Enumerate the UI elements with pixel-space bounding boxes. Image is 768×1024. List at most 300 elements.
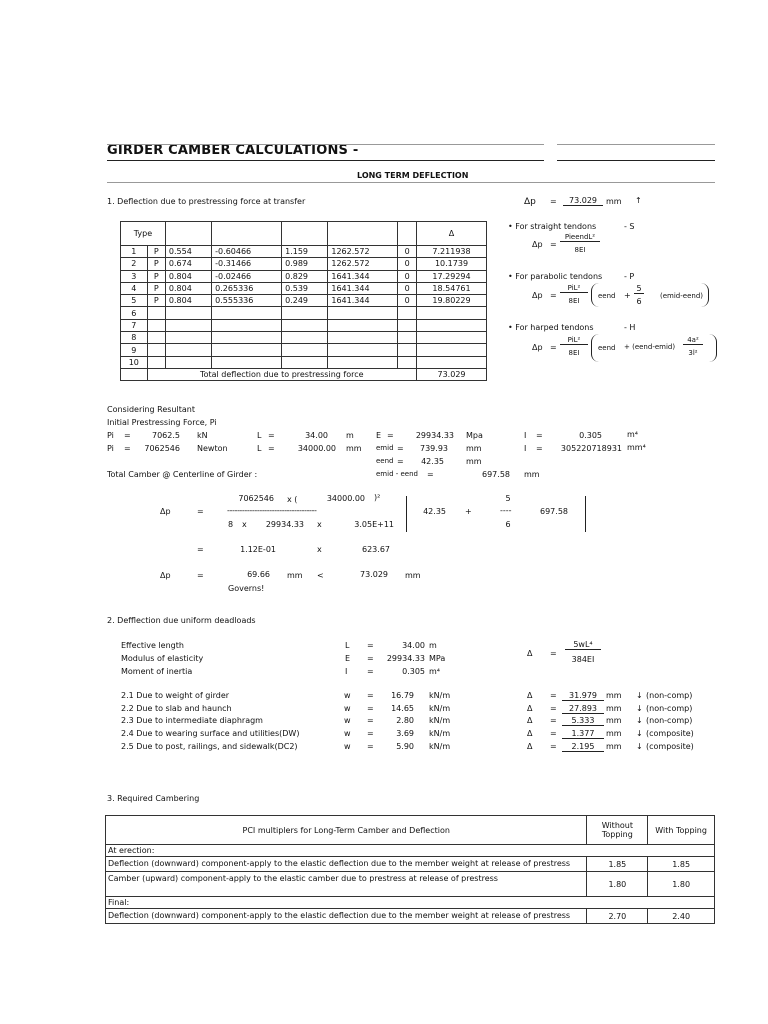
- table-cell: 8: [121, 332, 148, 344]
- table-cell: [417, 307, 487, 319]
- load-w-value: 5.90: [396, 741, 414, 751]
- table-cell: 0.249: [282, 295, 328, 307]
- e-value: 29934.33: [415, 431, 454, 440]
- i1-value: 0.305: [579, 431, 602, 440]
- calc-final-unit: mm: [287, 571, 303, 580]
- parabolic-code: - P: [624, 272, 635, 281]
- table-cell: [212, 319, 282, 331]
- e-label: E: [376, 431, 382, 440]
- initial-prestress-label: Initial Prestressing Force, Pi: [107, 418, 217, 427]
- down-arrow-icon: ↓: [636, 716, 643, 726]
- parabolic-frac-den: 6: [636, 297, 642, 306]
- table-cell: 1262.572: [328, 258, 398, 270]
- load-w-value: 14.65: [391, 703, 414, 713]
- l2-unit: mm: [346, 444, 362, 453]
- table-row: [121, 307, 487, 319]
- calc-d3: 3.05E+11: [354, 520, 394, 529]
- load-w-symbol: w: [344, 741, 351, 751]
- title-rule-right: [557, 144, 715, 145]
- final-row: Final:: [106, 897, 715, 909]
- property-value: 29934.33: [386, 654, 425, 663]
- i-label-1: I: [524, 431, 527, 440]
- load-d-unit: mm: [606, 729, 622, 739]
- down-arrow-icon: ↓: [636, 741, 643, 751]
- table-cell: 0.989: [282, 258, 328, 270]
- table-cell: 0.555336: [212, 295, 282, 307]
- i2-value: 305220718931: [560, 444, 622, 453]
- table-cell: 0: [398, 295, 417, 307]
- table-row: [121, 270, 487, 282]
- table-cell: 7.211938: [417, 246, 487, 258]
- col-without-line1: Without: [601, 821, 633, 830]
- table-row: [121, 258, 487, 270]
- pi2-unit: Newton: [197, 444, 228, 453]
- table-cell: 0.539: [282, 282, 328, 294]
- table-cell: 6: [121, 307, 148, 319]
- harped-eq: =: [550, 343, 557, 352]
- l1-unit: m: [346, 431, 354, 440]
- property-unit: MPa: [429, 654, 446, 663]
- col-without-line2: Topping: [601, 830, 633, 839]
- load-note: (non-comp): [646, 716, 693, 726]
- calc-f-dash: ----: [500, 506, 512, 515]
- down-arrow-icon: ↓: [636, 729, 643, 739]
- straight-tendons-label: • For straight tendons: [508, 222, 597, 231]
- load-delta: Δ: [527, 716, 533, 726]
- s2-formula-num: 5wL⁴: [565, 640, 601, 650]
- table-head-delta: Δ: [417, 222, 487, 246]
- load-eq-2: =: [550, 691, 557, 700]
- calc-dashes: ------------------------------------: [227, 506, 317, 515]
- load-eq: =: [367, 741, 374, 751]
- diff-value: 697.58: [482, 470, 510, 479]
- pi1-unit: kN: [197, 431, 208, 440]
- table-cell: 9: [121, 344, 148, 356]
- harped-eend: eend: [598, 344, 616, 352]
- table-row: [121, 295, 487, 307]
- table-cell: [165, 319, 211, 331]
- eend-label: eend: [376, 457, 394, 465]
- calc-dp: Δp: [160, 507, 171, 516]
- calc-eq-2: =: [197, 545, 204, 554]
- load-note: (non-comp): [646, 703, 693, 713]
- l-label-1: L: [257, 431, 262, 440]
- table-cell: 0.265336: [212, 282, 282, 294]
- calc-r2: 623.67: [362, 545, 390, 554]
- table-cell: 0.829: [282, 270, 328, 282]
- page-title: GIRDER CAMBER CALCULATIONS -: [107, 143, 359, 158]
- calc-x-paren: x (: [287, 495, 298, 504]
- table-cell: 2: [121, 258, 148, 270]
- parabolic-eend: eend: [598, 292, 616, 300]
- table-total-spacer: [121, 368, 148, 380]
- load-w-unit: kN/m: [429, 741, 451, 751]
- eend-eq: =: [397, 457, 404, 466]
- diff-eq: =: [427, 470, 434, 479]
- load-w-symbol: w: [344, 691, 351, 700]
- title-rule-right-2: [557, 160, 715, 161]
- property-unit: m: [429, 641, 437, 650]
- property-unit: m⁴: [429, 667, 440, 676]
- pi-eq-2: =: [124, 444, 131, 453]
- harped-mid: + (eend-emid): [624, 343, 676, 351]
- load-w-unit: kN/m: [429, 703, 451, 713]
- table-row: [121, 246, 487, 258]
- load-eq-2: =: [550, 741, 557, 751]
- table-cell: 5: [121, 295, 148, 307]
- table-cell: 1641.344: [328, 270, 398, 282]
- l-label-2: L: [257, 444, 262, 453]
- table-cell: [165, 344, 211, 356]
- s2-heading: 2. Defflection due uniform deadloads: [107, 616, 256, 625]
- load-w-value: 3.69: [396, 729, 414, 739]
- calc-b1: 42.35: [423, 507, 446, 516]
- load-note: (composite): [646, 741, 694, 751]
- table-cell: [398, 332, 417, 344]
- table-cell: 0: [398, 246, 417, 258]
- table-cell: 17.29294: [417, 270, 487, 282]
- harped-den: 8EI: [568, 349, 580, 357]
- parabolic-num: PiL²: [560, 284, 588, 293]
- load-deflection: 2.195: [562, 742, 604, 752]
- table-cell: 7: [121, 319, 148, 331]
- table-cell: [147, 356, 165, 368]
- load-label: 2.3 Due to intermediate diaphragm: [121, 716, 263, 726]
- row2-desc: Camber (upward) component-apply to the elastic camber due to prestress at release of prestress: [106, 872, 587, 897]
- property-eq: =: [367, 641, 374, 650]
- emid-label: emid: [376, 444, 394, 452]
- pci-multipliers-table: [105, 815, 715, 924]
- load-d-unit: mm: [606, 703, 622, 713]
- property-symbol: I: [345, 667, 348, 676]
- load-delta: Δ: [527, 741, 533, 751]
- calc-n2: 34000.00: [326, 494, 365, 503]
- table-cell: [147, 319, 165, 331]
- load-w-unit: kN/m: [429, 716, 451, 726]
- s1-heading: 1. Deflection due to prestressing force at transfer: [107, 197, 306, 206]
- s1-dp-symbol: Δp: [524, 197, 536, 207]
- property-symbol: E: [345, 654, 351, 663]
- property-value: 0.305: [402, 667, 425, 676]
- e-eq: =: [387, 431, 394, 440]
- harped-dp: Δp: [532, 343, 543, 352]
- table-cell: P: [147, 282, 165, 294]
- harped-code: - H: [624, 323, 636, 332]
- calc-eq-3: =: [197, 571, 204, 580]
- load-deflection: 5.333: [562, 716, 604, 726]
- calc-x-1: x: [242, 520, 247, 529]
- table-head-type: Type: [121, 222, 166, 246]
- calc-plus: +: [465, 507, 472, 516]
- table-cell: 1: [121, 246, 148, 258]
- col-without: [587, 816, 648, 845]
- table-row: [121, 344, 487, 356]
- pi-label-1: Pi: [107, 431, 114, 440]
- title-underline: [107, 160, 544, 161]
- row3-desc: Deflection (downward) component-apply to the elastic deflection due to the member weight at release of prestress: [106, 909, 587, 924]
- load-delta: Δ: [527, 691, 533, 700]
- s2-formula-den: 384EI: [571, 655, 595, 664]
- load-label: 2.5 Due to post, railings, and sidewalk(DC2): [121, 741, 298, 751]
- pi-label-2: Pi: [107, 444, 114, 453]
- table-cell: -0.31466: [212, 258, 282, 270]
- table-cell: [165, 332, 211, 344]
- table-cell: [212, 356, 282, 368]
- table-cell: 3: [121, 270, 148, 282]
- title-rule-top: [107, 144, 544, 145]
- table-cell: 0.804: [165, 270, 211, 282]
- s3-heading: 3. Required Cambering: [107, 794, 200, 803]
- table-total-row: [121, 368, 487, 380]
- load-delta: Δ: [527, 729, 533, 739]
- emid-value: 739.93: [420, 444, 448, 453]
- table-cell: [398, 344, 417, 356]
- table-cell: 0.804: [165, 295, 211, 307]
- load-w-unit: kN/m: [429, 729, 451, 739]
- pi2-value: 7062546: [144, 444, 180, 453]
- table-cell: [328, 319, 398, 331]
- load-note: (composite): [646, 729, 694, 739]
- row2-without: 1.80: [587, 872, 648, 897]
- table-cell: [417, 356, 487, 368]
- l2-value: 34000.00: [297, 444, 336, 453]
- l-eq-2: =: [268, 444, 275, 453]
- up-arrow-icon: ↑: [635, 196, 642, 205]
- row1-desc: Deflection (downward) component-apply to the elastic deflection due to the member weight at release of prestress: [106, 857, 587, 872]
- pci-table-head: PCI multiplers for Long-Term Camber and Deflection: [106, 816, 587, 845]
- property-eq: =: [367, 667, 374, 676]
- row1-with: 1.85: [648, 857, 715, 872]
- table-cell: 0: [398, 282, 417, 294]
- parabolic-dp: Δp: [532, 291, 543, 300]
- load-d-unit: mm: [606, 691, 622, 700]
- property-label: Moment of inertia: [121, 667, 193, 676]
- calc-cmp-value: 73.029: [360, 570, 388, 579]
- table-row: [121, 356, 487, 368]
- load-note: (non-comp): [646, 691, 693, 700]
- calc-dp-2: Δp: [160, 571, 171, 580]
- property-value: 34.00: [402, 641, 425, 650]
- calc-b2: 697.58: [540, 507, 568, 516]
- down-arrow-icon: ↓: [636, 703, 643, 713]
- calc-d2: 29934.33: [265, 520, 304, 529]
- considering-resultant: Considering Resultant: [107, 405, 195, 414]
- load-d-unit: mm: [606, 716, 622, 726]
- table-cell: [398, 356, 417, 368]
- table-cell: [328, 307, 398, 319]
- eend-unit: mm: [466, 457, 482, 466]
- table-cell: 1641.344: [328, 295, 398, 307]
- i1-unit: m⁴: [627, 430, 638, 439]
- col-with: With Topping: [648, 816, 715, 845]
- table-cell: [417, 319, 487, 331]
- emid-eq: =: [397, 444, 404, 453]
- s2-formula-eq: =: [550, 649, 557, 658]
- total-deflection-label: Total deflection due to prestressing force: [147, 368, 416, 380]
- table-cell: [282, 332, 328, 344]
- i-eq-2: =: [536, 444, 543, 453]
- table-cell: [147, 344, 165, 356]
- harped-frac-num: 4a²: [683, 336, 703, 345]
- parabolic-eq: =: [550, 291, 557, 300]
- eend-value: 42.35: [421, 457, 444, 466]
- straight-dp: Δp: [532, 240, 543, 249]
- table-cell: [328, 332, 398, 344]
- at-erection-row: At erection:: [106, 845, 715, 857]
- load-label: 2.1 Due to weight of girder: [121, 691, 230, 700]
- load-w-unit: kN/m: [429, 691, 451, 700]
- load-eq: =: [367, 716, 374, 726]
- table-row: [121, 332, 487, 344]
- row1-without: 1.85: [587, 857, 648, 872]
- diff-unit: mm: [524, 470, 540, 479]
- calc-eq-1: =: [197, 507, 204, 516]
- table-cell: 10: [121, 356, 148, 368]
- table-cell: [417, 344, 487, 356]
- table-cell: 0: [398, 270, 417, 282]
- pi1-value: 7062.5: [152, 431, 180, 440]
- load-label: 2.4 Due to wearing surface and utilities(DW): [121, 729, 300, 739]
- table-cell: 1.159: [282, 246, 328, 258]
- diff-label: emid - eend: [376, 470, 418, 478]
- table-cell: P: [147, 295, 165, 307]
- table-cell: 0.674: [165, 258, 211, 270]
- table-row: [121, 282, 487, 294]
- table-cell: -0.02466: [212, 270, 282, 282]
- parabolic-frac-num: 5: [634, 284, 644, 294]
- total-deflection-value: 73.029: [417, 368, 487, 380]
- table-cell: 1262.572: [328, 246, 398, 258]
- calc-r1: 1.12E-01: [240, 545, 276, 554]
- i-eq-1: =: [536, 431, 543, 440]
- straight-code: - S: [624, 222, 635, 231]
- table-cell: 0.554: [165, 246, 211, 258]
- table-cell: 1641.344: [328, 282, 398, 294]
- straight-den: 8EI: [574, 246, 586, 254]
- property-label: Modulus of elasticity: [121, 654, 204, 663]
- pi-eq-1: =: [124, 431, 131, 440]
- parabolic-den: 8EI: [568, 297, 580, 305]
- load-w-symbol: w: [344, 703, 351, 713]
- i2-unit: mm⁴: [627, 443, 646, 452]
- load-eq: =: [367, 729, 374, 739]
- load-deflection: 27.893: [562, 704, 604, 714]
- load-eq-2: =: [550, 703, 557, 713]
- load-w-symbol: w: [344, 729, 351, 739]
- table-cell: [147, 332, 165, 344]
- prestress-table: [120, 221, 487, 381]
- calc-cmp-unit: mm: [405, 571, 421, 580]
- table-cell: [165, 307, 211, 319]
- table-cell: P: [147, 270, 165, 282]
- total-camber-label: Total Camber @ Centerline of Girder :: [107, 470, 258, 479]
- row3-without: 2.70: [587, 909, 648, 924]
- row2-with: 1.80: [648, 872, 715, 897]
- harped-tendons-label: • For harped tendons: [508, 323, 594, 332]
- load-delta: Δ: [527, 703, 533, 713]
- emid-unit: mm: [466, 444, 482, 453]
- parabolic-plus: +: [624, 291, 631, 300]
- load-eq: =: [367, 691, 374, 700]
- load-eq-2: =: [550, 716, 557, 726]
- table-cell: [398, 319, 417, 331]
- calc-governs: Governs!: [228, 584, 265, 593]
- table-cell: 0.804: [165, 282, 211, 294]
- e-unit: Mpa: [466, 431, 483, 440]
- load-label: 2.2 Due to slab and haunch: [121, 703, 232, 713]
- table-cell: [282, 344, 328, 356]
- table-row: [121, 319, 487, 331]
- load-eq: =: [367, 703, 374, 713]
- calc-final-value: 69.66: [247, 570, 270, 579]
- row3-with: 2.40: [648, 909, 715, 924]
- s2-delta: Δ: [527, 649, 533, 658]
- table-cell: P: [147, 246, 165, 258]
- table-cell: [282, 356, 328, 368]
- table-cell: P: [147, 258, 165, 270]
- table-cell: 18.54761: [417, 282, 487, 294]
- load-deflection: 31.979: [562, 691, 604, 701]
- l1-value: 34.00: [305, 431, 328, 440]
- table-cell: -0.60466: [212, 246, 282, 258]
- property-symbol: L: [345, 641, 350, 650]
- l-eq-1: =: [268, 431, 275, 440]
- parabolic-tail: (emid-eend): [660, 292, 703, 300]
- calc-f-num: 5: [505, 494, 511, 503]
- calc-x-3: x: [317, 545, 322, 554]
- table-cell: 19.80229: [417, 295, 487, 307]
- calc-d1: 8: [228, 520, 234, 529]
- s1-dp-unit: mm: [606, 197, 622, 206]
- table-cell: [165, 356, 211, 368]
- down-arrow-icon: ↓: [636, 691, 643, 700]
- property-eq: =: [367, 654, 374, 663]
- calc-f-den: 6: [505, 520, 511, 529]
- s1-dp-value: 73.029: [563, 196, 603, 206]
- section-rule: [107, 182, 715, 183]
- table-cell: [212, 307, 282, 319]
- i-label-2: I: [524, 444, 527, 453]
- section-heading: LONG TERM DEFLECTION: [357, 171, 469, 180]
- table-cell: 0: [398, 258, 417, 270]
- table-cell: [417, 332, 487, 344]
- load-w-value: 16.79: [391, 691, 414, 700]
- table-cell: 4: [121, 282, 148, 294]
- calc-x-2: x: [317, 520, 322, 529]
- harped-frac-den: 3l²: [688, 349, 698, 357]
- load-d-unit: mm: [606, 741, 622, 751]
- table-cell: [282, 319, 328, 331]
- table-cell: [328, 344, 398, 356]
- calc-close-sq: )²: [374, 493, 381, 502]
- harped-num: PiL²: [560, 336, 588, 345]
- load-eq-2: =: [550, 729, 557, 739]
- table-cell: [328, 356, 398, 368]
- table-cell: [147, 307, 165, 319]
- straight-num: PieendL²: [560, 233, 600, 242]
- table-cell: 10.1739: [417, 258, 487, 270]
- parabolic-tendons-label: • For parabolic tendons: [508, 272, 603, 281]
- calc-n1: 7062546: [238, 494, 274, 503]
- load-w-symbol: w: [344, 716, 351, 726]
- straight-eq: =: [550, 240, 557, 249]
- table-cell: [398, 307, 417, 319]
- load-w-value: 2.80: [396, 716, 414, 726]
- table-cell: [212, 344, 282, 356]
- load-deflection: 1.377: [562, 729, 604, 739]
- table-cell: [212, 332, 282, 344]
- property-label: Effective length: [121, 641, 184, 650]
